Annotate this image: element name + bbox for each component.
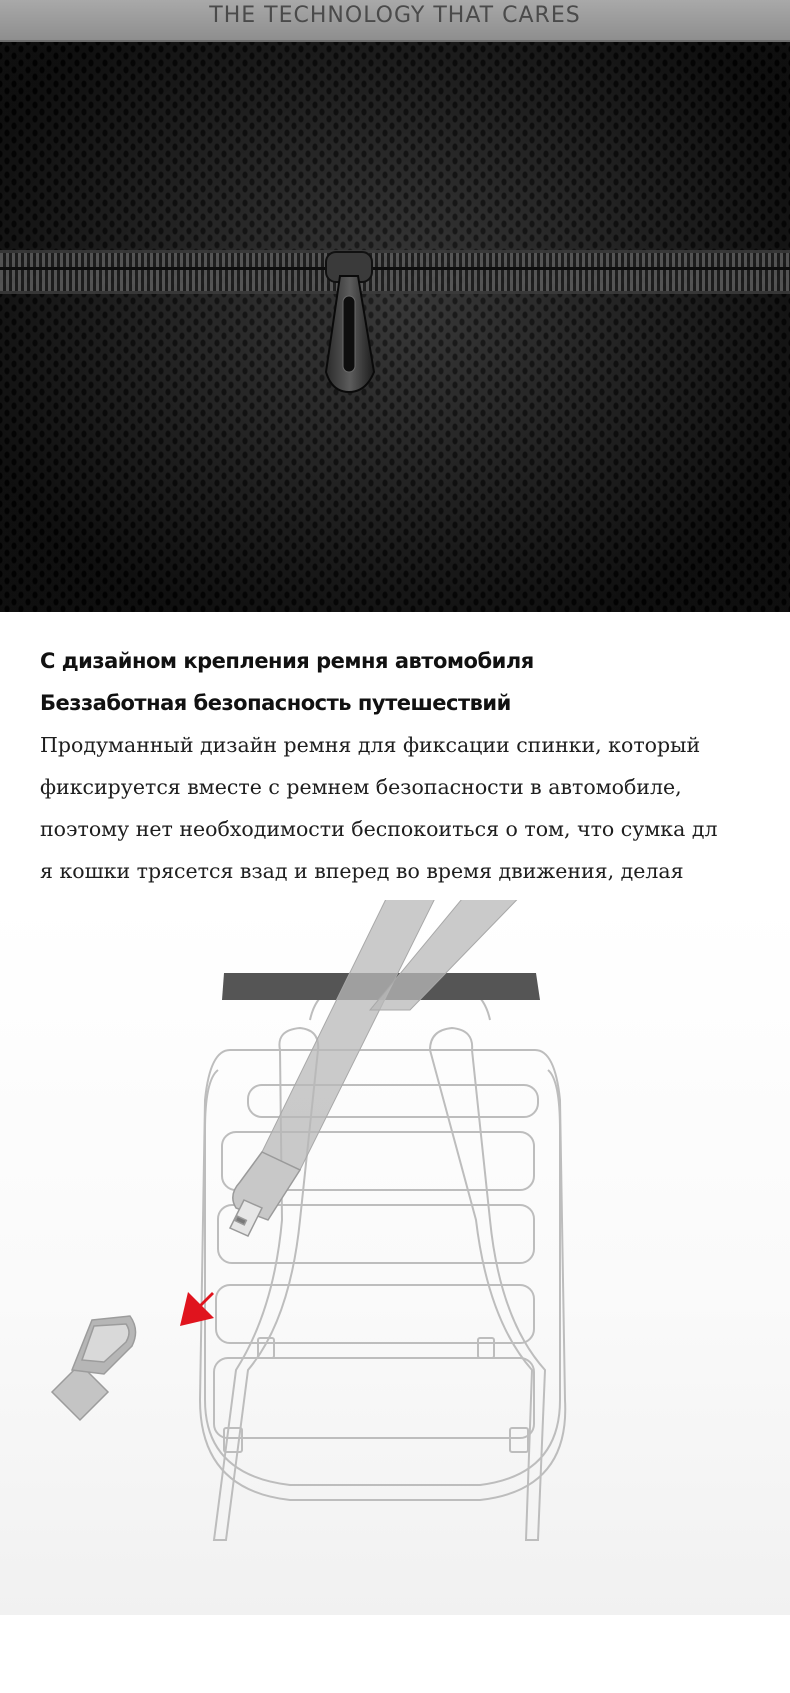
feature-heading-2: Беззаботная безопасность путешествий [40, 691, 511, 715]
zipper-pull-icon [0, 0, 790, 612]
seatbelt-straps [262, 900, 536, 1170]
red-arrow-icon [180, 1292, 214, 1326]
feature-body-line-2: фиксируется вместе с ремнем безопасности в автомобиле, [40, 775, 682, 799]
feature-heading-1: С дизайном крепления ремня автомобиля [40, 649, 534, 673]
feature-body-line-1: Продуманный дизайн ремня для фиксации спинки, который [40, 733, 701, 757]
feature-body-line-3: поэтому нет необходимости беспокоиться о том, что сумка дл [40, 817, 718, 841]
backpack-diagram [0, 900, 790, 1615]
tagline-text: THE TECHNOLOGY THAT CARES [209, 3, 581, 28]
seatbelt-illustration [0, 900, 790, 1615]
back-pad-5 [214, 1358, 534, 1438]
feature-body-line-4: я кошки трясется взад и вперед во время движения, делая [40, 859, 684, 883]
seatbelt-buckle [230, 1152, 300, 1236]
mesh-fabric-photo [0, 0, 790, 612]
tagline-strip [0, 0, 790, 42]
buckle-receiver [52, 1316, 136, 1420]
